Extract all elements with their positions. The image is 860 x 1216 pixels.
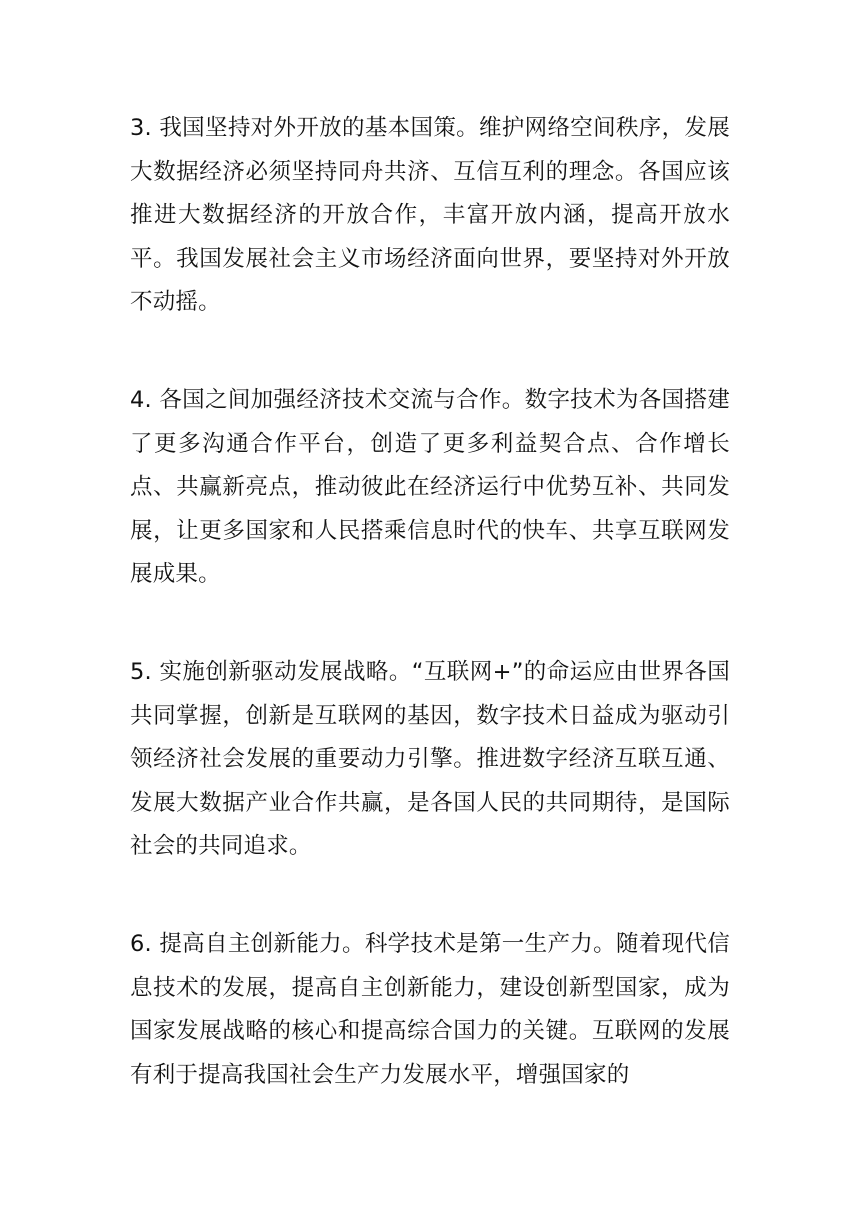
paragraph-item-6: 6. 提高自主创新能力。科学技术是第一生产力。随着现代信息技术的发展，提高自主创新能力，建设创新型国家，成为国家发展战略的核心和提高综合国力的关键。互联网的发展有利于提高我国社会生产力发展水平，增强国家的 — [130, 931, 730, 1088]
paragraph-item-4: 4. 各国之间加强经济技术交流与合作。数字技术为各国搭建了更多沟通合作平台，创造了更多利益契合点、合作增长点、共赢新亮点，推动彼此在经济运行中优势互补、共同发展，让更多国家和人民搭乘信息时代的快车、共享互联网发展成果。 — [130, 387, 730, 588]
paragraph-item-5: 5. 实施创新驱动发展战略。“互联网+”的命运应由世界各国共同掌握，创新是互联网的基因，数字技术日益成为驱动引领经济社会发展的重要动力引擎。推进数字经济互联互通、发展大数据产业合作共赢，是各国人民的共同期待，是国际社会的共同追求。 — [130, 659, 730, 860]
paragraph-item-3: 3. 我国坚持对外开放的基本国策。维护网络空间秩序，发展大数据经济必须坚持同舟共济、互信互利的理念。各国应该推进大数据经济的开放合作，丰富开放内涵，提高开放水平。我国发展社会主义市场经济面向世界，要坚持对外开放不动摇。 — [130, 115, 730, 316]
